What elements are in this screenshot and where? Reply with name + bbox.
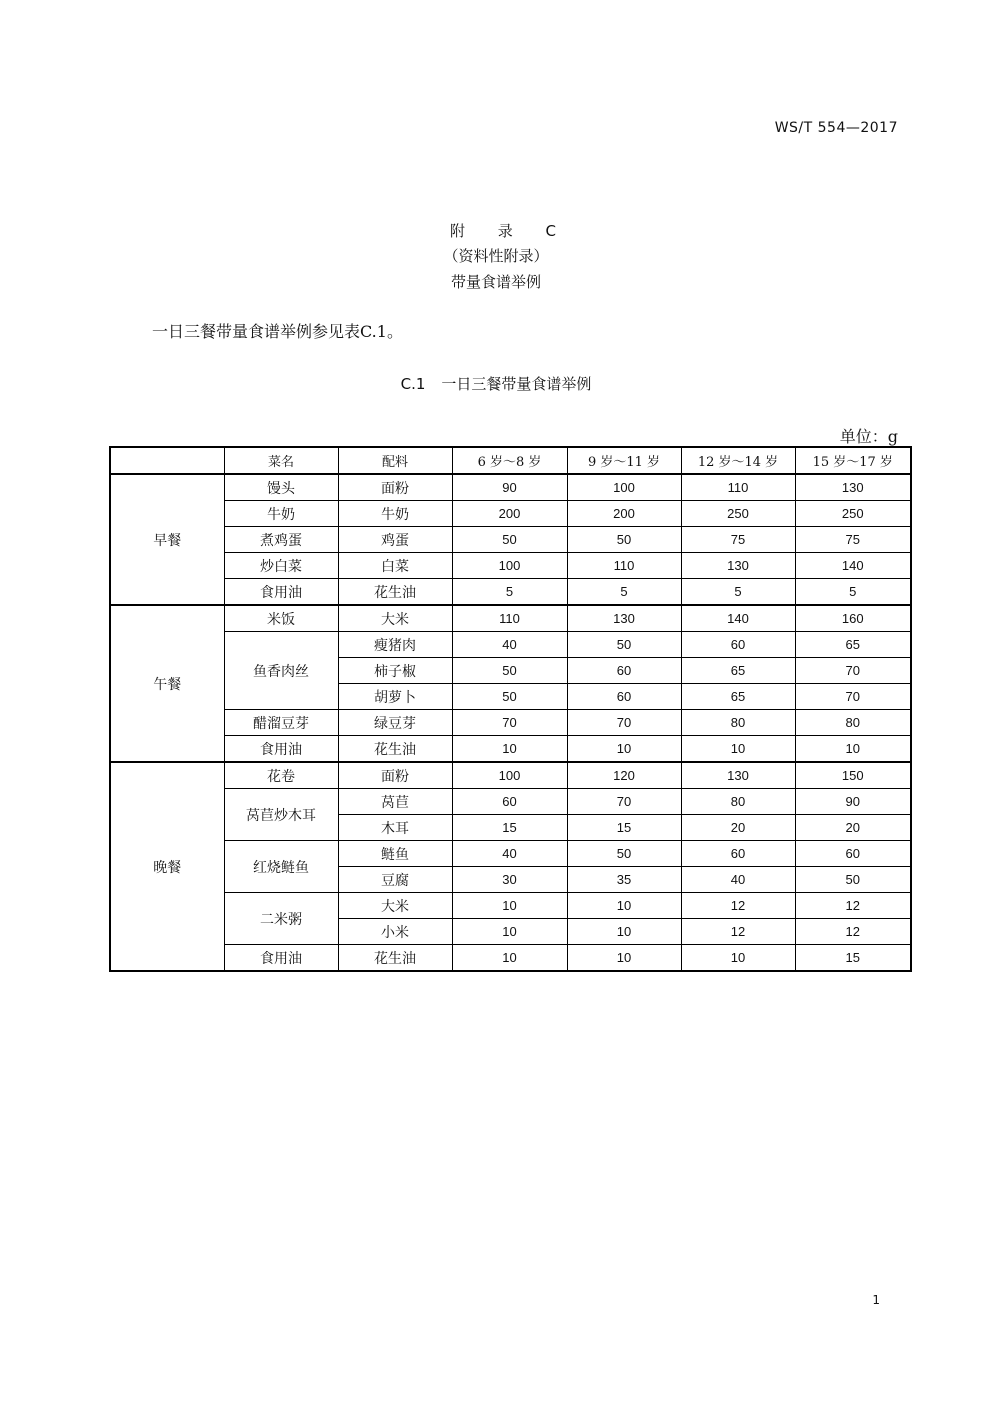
amount-cell: 150 (795, 762, 911, 789)
amount-cell: 70 (795, 658, 911, 684)
amount-cell: 160 (795, 605, 911, 632)
amount-cell: 100 (452, 762, 567, 789)
table-row (110, 841, 911, 867)
annex-name: 带量食谱举例 (450, 273, 541, 291)
annex-subtitle: （资料性附录） (443, 247, 549, 265)
ingredient-cell: 花生油 (338, 579, 452, 606)
header-cell: 配料 (338, 447, 452, 474)
amount-cell: 130 (681, 553, 795, 579)
table-header-row (110, 447, 911, 474)
amount-cell: 15 (795, 945, 911, 972)
table-row (110, 736, 911, 763)
amount-cell: 75 (795, 527, 911, 553)
page-number: 1 (872, 1293, 880, 1307)
amount-cell: 10 (452, 919, 567, 945)
dish-cell: 食用油 (224, 736, 338, 763)
amount-cell: 130 (795, 474, 911, 501)
table-row (110, 710, 911, 736)
dish-cell: 花卷 (224, 762, 338, 789)
ingredient-cell: 木耳 (338, 815, 452, 841)
amount-cell: 12 (795, 893, 911, 919)
table-row (110, 579, 911, 606)
amount-cell: 140 (681, 605, 795, 632)
amount-cell: 15 (452, 815, 567, 841)
amount-cell: 110 (452, 605, 567, 632)
ingredient-cell: 鲢鱼 (338, 841, 452, 867)
amount-cell: 10 (681, 736, 795, 763)
amount-cell: 65 (681, 684, 795, 710)
table-row (110, 945, 911, 972)
ingredient-cell: 莴苣 (338, 789, 452, 815)
header-cell: 12 岁～14 岁 (681, 447, 795, 474)
dish-cell: 鱼香肉丝 (224, 632, 338, 710)
amount-cell: 200 (452, 501, 567, 527)
amount-cell: 20 (681, 815, 795, 841)
ingredient-cell: 鸡蛋 (338, 527, 452, 553)
table-row (110, 893, 911, 919)
amount-cell: 70 (795, 684, 911, 710)
ingredient-cell: 绿豆芽 (338, 710, 452, 736)
amount-cell: 120 (567, 762, 681, 789)
header-cell: 9 岁～11 岁 (567, 447, 681, 474)
intro-paragraph: 一日三餐带量食谱举例参见表C.1。 (152, 322, 403, 341)
amount-cell: 12 (681, 919, 795, 945)
ingredient-cell: 瘦猪肉 (338, 632, 452, 658)
amount-cell: 60 (567, 658, 681, 684)
amount-cell: 80 (681, 710, 795, 736)
amount-cell: 60 (567, 684, 681, 710)
table-row (110, 501, 911, 527)
ingredient-cell: 面粉 (338, 762, 452, 789)
ingredient-cell: 大米 (338, 605, 452, 632)
table-row (110, 762, 911, 789)
amount-cell: 20 (795, 815, 911, 841)
amount-cell: 50 (452, 684, 567, 710)
unit-label: 单位：g (839, 427, 898, 446)
dish-cell: 米饭 (224, 605, 338, 632)
amount-cell: 50 (567, 632, 681, 658)
table-row (110, 632, 911, 658)
amount-cell: 5 (452, 579, 567, 606)
table-body (110, 474, 911, 971)
header-cell: 6 岁～8 岁 (452, 447, 567, 474)
amount-cell: 80 (795, 710, 911, 736)
ingredient-cell: 白菜 (338, 553, 452, 579)
amount-cell: 10 (452, 893, 567, 919)
amount-cell: 12 (795, 919, 911, 945)
amount-cell: 5 (681, 579, 795, 606)
dish-cell: 食用油 (224, 579, 338, 606)
table-caption-number: C.1 (400, 375, 426, 393)
amount-cell: 130 (567, 605, 681, 632)
amount-cell: 75 (681, 527, 795, 553)
amount-cell: 90 (452, 474, 567, 501)
header-cell: 菜名 (224, 447, 338, 474)
amount-cell: 10 (567, 736, 681, 763)
ingredient-cell: 胡萝卜 (338, 684, 452, 710)
ingredient-cell: 面粉 (338, 474, 452, 501)
amount-cell: 10 (795, 736, 911, 763)
amount-cell: 70 (567, 710, 681, 736)
amount-cell: 40 (452, 841, 567, 867)
amount-cell: 30 (452, 867, 567, 893)
table-row (110, 527, 911, 553)
table-row (110, 605, 911, 632)
amount-cell: 12 (681, 893, 795, 919)
amount-cell: 250 (681, 501, 795, 527)
amount-cell: 10 (567, 945, 681, 972)
amount-cell: 50 (795, 867, 911, 893)
amount-cell: 70 (567, 789, 681, 815)
amount-cell: 5 (795, 579, 911, 606)
table-caption-text: 一日三餐带量食谱举例 (441, 375, 592, 393)
ingredient-cell: 小米 (338, 919, 452, 945)
amount-cell: 15 (567, 815, 681, 841)
amount-cell: 90 (795, 789, 911, 815)
amount-cell: 65 (681, 658, 795, 684)
amount-cell: 130 (681, 762, 795, 789)
header-cell (110, 447, 224, 474)
amount-cell: 110 (567, 553, 681, 579)
amount-cell: 10 (567, 919, 681, 945)
dish-cell: 二米粥 (224, 893, 338, 945)
amount-cell: 35 (567, 867, 681, 893)
amount-cell: 100 (567, 474, 681, 501)
ingredient-cell: 豆腐 (338, 867, 452, 893)
table-caption (0, 373, 992, 394)
ingredient-cell: 柿子椒 (338, 658, 452, 684)
dish-cell: 食用油 (224, 945, 338, 972)
dish-cell: 牛奶 (224, 501, 338, 527)
meal-plan-table (109, 446, 912, 972)
ingredient-cell: 牛奶 (338, 501, 452, 527)
dish-cell: 莴苣炒木耳 (224, 789, 338, 841)
amount-cell: 10 (452, 945, 567, 972)
dish-cell: 醋溜豆芽 (224, 710, 338, 736)
amount-cell: 40 (452, 632, 567, 658)
amount-cell: 65 (795, 632, 911, 658)
amount-cell: 110 (681, 474, 795, 501)
table-row (110, 474, 911, 501)
amount-cell: 50 (567, 527, 681, 553)
annex-title: 附 录 C (449, 222, 570, 240)
amount-cell: 70 (452, 710, 567, 736)
dish-cell: 炒白菜 (224, 553, 338, 579)
amount-cell: 10 (567, 893, 681, 919)
amount-cell: 5 (567, 579, 681, 606)
amount-cell: 100 (452, 553, 567, 579)
amount-cell: 40 (681, 867, 795, 893)
amount-cell: 60 (795, 841, 911, 867)
amount-cell: 10 (452, 736, 567, 763)
amount-cell: 50 (567, 841, 681, 867)
amount-cell: 50 (452, 527, 567, 553)
dish-cell: 馒头 (224, 474, 338, 501)
amount-cell: 60 (681, 841, 795, 867)
amount-cell: 50 (452, 658, 567, 684)
amount-cell: 10 (681, 945, 795, 972)
meal-cell: 晚餐 (110, 762, 224, 971)
amount-cell: 200 (567, 501, 681, 527)
amount-cell: 250 (795, 501, 911, 527)
amount-cell: 140 (795, 553, 911, 579)
header-cell: 15 岁～17 岁 (795, 447, 911, 474)
amount-cell: 60 (681, 632, 795, 658)
meal-cell: 午餐 (110, 605, 224, 762)
dish-cell: 红烧鲢鱼 (224, 841, 338, 893)
meal-cell: 早餐 (110, 474, 224, 605)
amount-cell: 80 (681, 789, 795, 815)
amount-cell: 60 (452, 789, 567, 815)
ingredient-cell: 花生油 (338, 945, 452, 972)
dish-cell: 煮鸡蛋 (224, 527, 338, 553)
table-row (110, 789, 911, 815)
ingredient-cell: 花生油 (338, 736, 452, 763)
standard-code: WS/T 554—2017 (774, 120, 898, 136)
ingredient-cell: 大米 (338, 893, 452, 919)
table-row (110, 553, 911, 579)
